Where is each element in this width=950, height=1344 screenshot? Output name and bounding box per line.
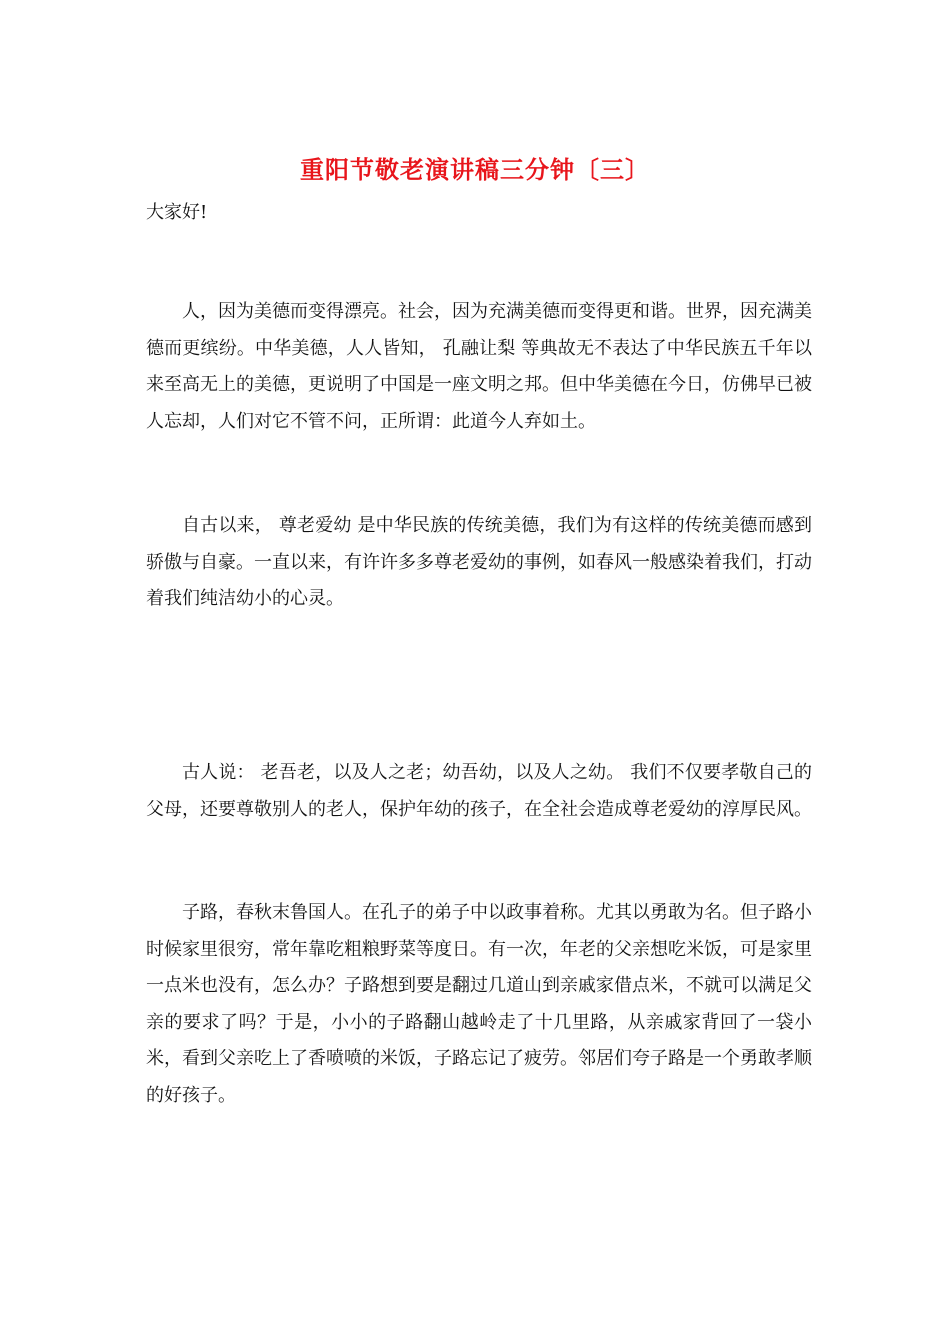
paragraph-2: 自古以来， 尊老爱幼 是中华民族的传统美德，我们为有这样的传统美德而感到骄傲与自豪。一直以来，有许许多多尊老爱幼的事例，如春风一般感染着我们，打动着我们纯洁幼小的心灵。 — [146, 515, 812, 609]
paragraph-1: 人，因为美德而变得漂亮。社会，因为充满美德而变得更和谐。世界，因充满美德而更缤纷。中华美德，人人皆知， 孔融让梨 等典故无不表达了中华民族五千年以来至高无上的美德，更说明了中国是一座文明之邦。但中华美德在今日，仿佛早已被人忘却，人们对它不管不问，正所谓：此道今人弃如土。 — [146, 301, 812, 432]
greeting: 大家好! — [146, 202, 208, 223]
document-title: 重阳节敬老演讲稿三分钟〔三〕 — [300, 155, 650, 184]
paragraph-3: 古人说： 老吾老，以及人之老；幼吾幼，以及人之幼。 我们不仅要孝敬自己的父母，还要尊敬别人的老人，保护年幼的孩子，在全社会造成尊老爱幼的淳厚民风。 — [146, 762, 812, 820]
paragraph-4: 子路，春秋末鲁国人。在孔子的弟子中以政事着称。尤其以勇敢为名。但子路小时候家里很穷，常年靠吃粗粮野菜等度日。有一次，年老的父亲想吃米饭，可是家里一点米也没有，怎么办？子路想到要是翻过几道山到亲戚家借点米，不就可以满足父亲的要求了吗？于是，小小的子路翻山越岭走了十几里路，从亲戚家背回了一袋小米，看到父亲吃上了香喷喷的米饭，子路忘记了疲劳。邻居们夸子路是一个勇敢孝顺的好孩子。 — [146, 902, 812, 1106]
